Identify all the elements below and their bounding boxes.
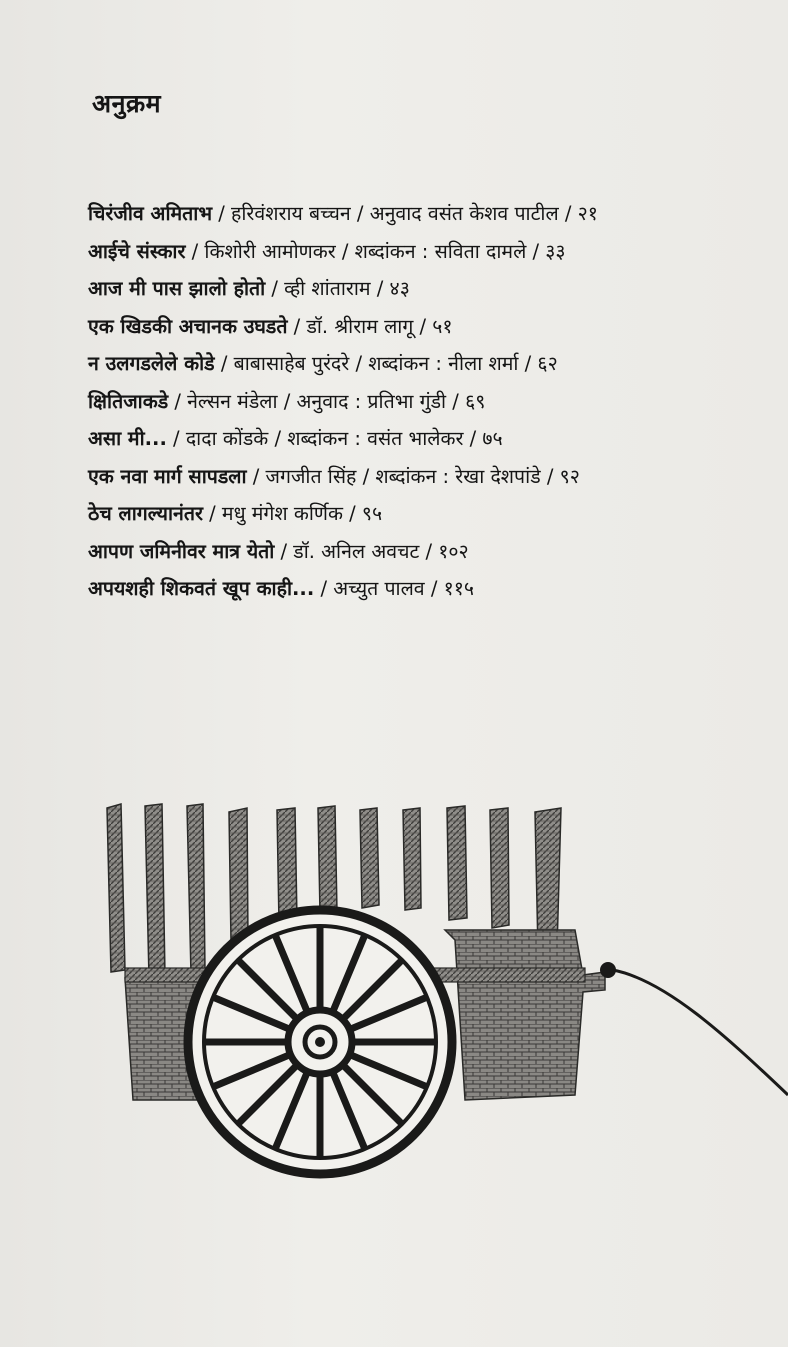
- toc-entry-title: चिरंजीव अमिताभ: [88, 202, 213, 225]
- toc-entry-title: अपयशही शिकवतं खूप काही...: [88, 577, 315, 600]
- toc-entry-title: ठेच लागल्यानंतर: [88, 502, 203, 525]
- toc-entry: [88, 420, 768, 458]
- rope-icon: [613, 970, 788, 1095]
- toc-entry-details: / डॉ. अनिल अवचट / १०२: [274, 539, 469, 563]
- toc-entry: [88, 533, 768, 571]
- page-title: अनुक्रम: [92, 89, 162, 118]
- toc-entry-details: / किशोरी आमोणकर / शब्दांकन : सविता दामले / ३३: [185, 239, 566, 263]
- toc-entry: [88, 308, 768, 346]
- toc-entry: [88, 383, 768, 421]
- toc-entry-details: / डॉ. श्रीराम लागू / ५१: [287, 314, 453, 338]
- toc-entry: [88, 458, 768, 496]
- toc-entry: [88, 233, 768, 271]
- toc-entry-title: न उलगडलेले कोडे: [88, 352, 215, 375]
- table-of-contents: [88, 195, 768, 608]
- toc-entry-title: एक खिडकी अचानक उघडते: [88, 314, 288, 338]
- toc-entry-title: एक नवा मार्ग सापडला: [88, 464, 247, 488]
- toc-entry: [88, 270, 768, 308]
- toc-entry-details: / बाबासाहेब पुरंदरे / शब्दांकन : नीला शर्मा / ६२: [214, 352, 558, 375]
- toc-entry: [88, 345, 768, 383]
- toc-entry-details: / हरिवंशराय बच्चन / अनुवाद वसंत केशव पाटील / २१: [212, 202, 598, 225]
- toc-entry-details: / जगजीत सिंह / शब्दांकन : रेखा देशपांडे / ९२: [246, 464, 580, 488]
- toc-entry: [88, 195, 768, 233]
- toc-entry-title: आपण जमिनीवर मात्र येतो: [88, 539, 275, 563]
- wheel-icon: [188, 910, 452, 1174]
- toc-entry-details: / दादा कोंडके / शब्दांकन : वसंत भालेकर / ७५: [166, 427, 503, 450]
- toc-entry-title: आईचे संस्कार: [88, 239, 186, 263]
- toc-entry: [88, 495, 768, 533]
- toc-entry-details: / नेल्सन मंडेला / अनुवाद : प्रतिभा गुंडी / ६९: [168, 389, 486, 413]
- toc-entry-details: / अच्युत पालव / ११५: [314, 577, 475, 600]
- toc-entry-title: असा मी...: [88, 427, 167, 450]
- toc-entry-title: आज मी पास झालो होतो: [88, 277, 266, 300]
- toc-entry-details: / मधु मंगेश कर्णिक / ९५: [202, 502, 383, 525]
- toc-entry-title: क्षितिजाकडे: [88, 389, 169, 413]
- toc-entry: [88, 570, 768, 608]
- cannon-cart-wheel-icon: [105, 800, 788, 1200]
- toc-entry-details: / व्ही शांताराम / ४३: [265, 277, 410, 300]
